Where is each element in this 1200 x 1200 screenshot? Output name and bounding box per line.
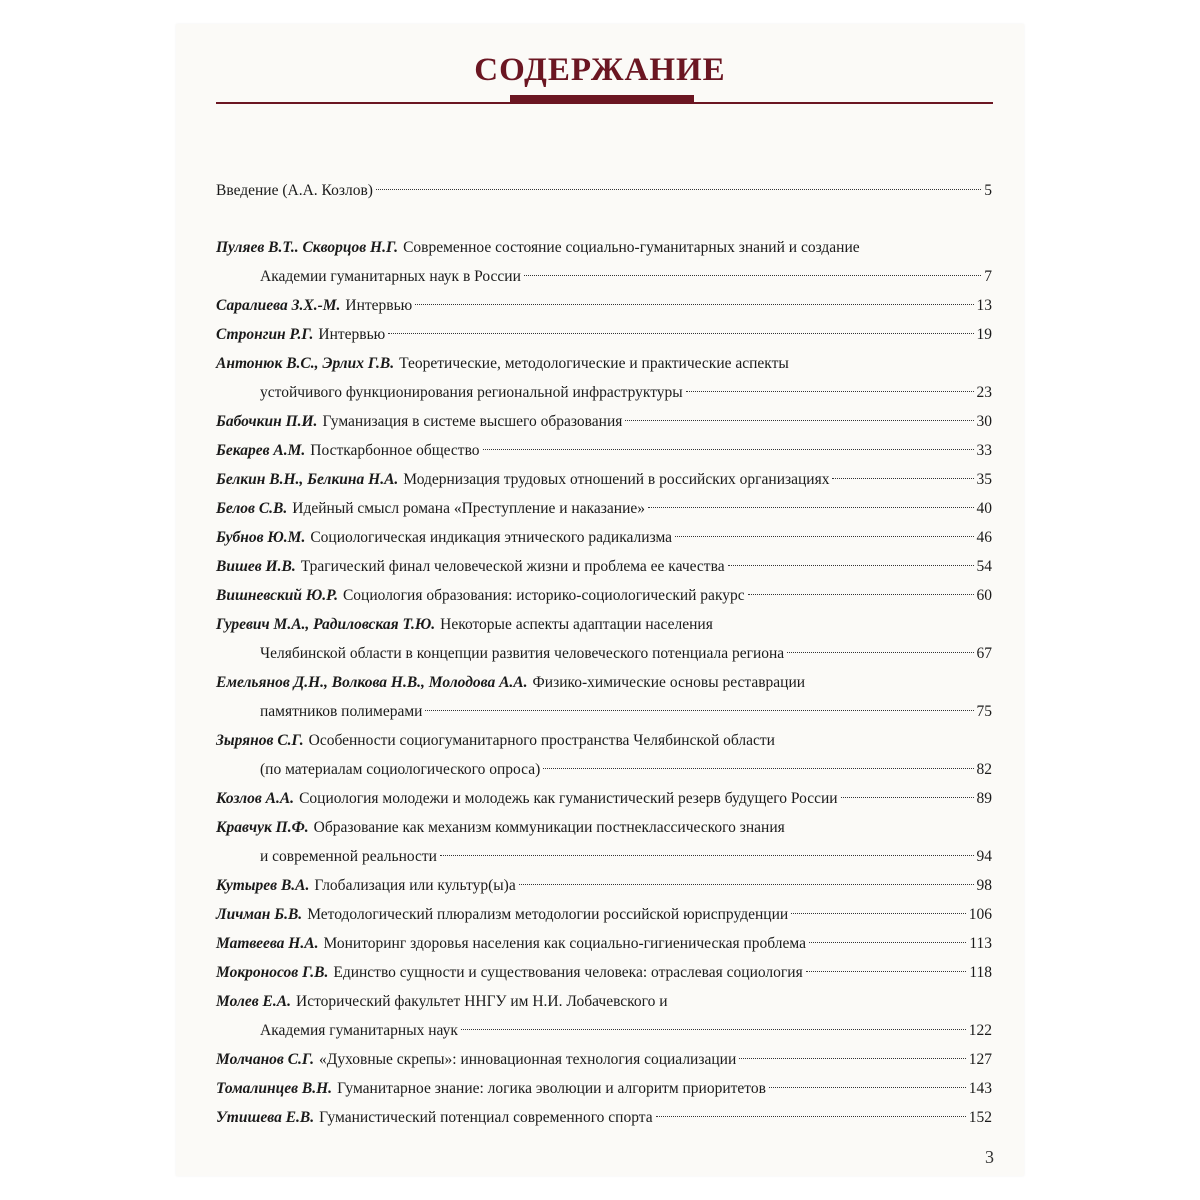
toc-entry-author: Молчанов С.Г. — [216, 1051, 315, 1068]
toc-entry-line[interactable] — [216, 349, 992, 378]
toc-entry-line[interactable] — [216, 668, 992, 697]
toc-entry-page: 33 — [976, 442, 992, 459]
leader-dots — [483, 449, 974, 450]
document-page — [176, 24, 1024, 1176]
toc-entry-line[interactable] — [216, 610, 992, 639]
leader-dots — [739, 1058, 966, 1059]
toc-entry-title: устойчивого функционирования региональной инфраструктуры — [260, 384, 683, 401]
toc-entry-author: Козлов А.А. — [216, 790, 295, 807]
toc-entry-author: Пуляев В.Т.. Скворцов Н.Г. — [216, 239, 399, 256]
toc-entry-line[interactable] — [216, 726, 992, 755]
leader-dots — [625, 420, 973, 421]
toc-entry-title: Интервью — [345, 297, 413, 314]
toc-entry-page: 82 — [976, 761, 992, 778]
toc-entry-line[interactable] — [216, 233, 992, 262]
toc-entry-title: Единство сущности и существования человека: отраслевая социология — [333, 964, 803, 981]
toc-entry-author: Вишневский Ю.Р. — [216, 587, 338, 604]
toc-entry-title: Трагический финал человеческой жизни и проблема ее качества — [300, 558, 725, 575]
toc-entry-title: Современное состояние социально-гуманитарных знаний и создание — [403, 239, 860, 256]
toc-entry-line[interactable] — [216, 639, 992, 668]
toc-entry-title: Идейный смысл романа «Преступление и наказание» — [292, 500, 645, 517]
toc-entry-line[interactable] — [216, 320, 992, 349]
toc-intro[interactable] — [216, 176, 992, 205]
toc-entry-title: памятников полимерами — [260, 703, 423, 720]
leader-dots — [648, 507, 974, 508]
toc-entry-page: 67 — [976, 645, 992, 662]
toc-entry-title: Гуманистический потенциал современного спорта — [319, 1109, 653, 1126]
toc-entry-line[interactable] — [216, 929, 992, 958]
toc-entry-author: Томалинцев В.Н. — [216, 1080, 333, 1097]
toc-entry-line[interactable] — [216, 523, 992, 552]
toc-entry-page: 7 — [984, 268, 992, 285]
toc-entry-page: 30 — [976, 413, 992, 430]
toc-entry-author: Белов С.В. — [216, 500, 288, 517]
toc-entry-page: 75 — [976, 703, 992, 720]
toc-entry-line[interactable] — [216, 1103, 992, 1132]
toc-entry-page: 54 — [976, 558, 992, 575]
toc-entry-title: Мониторинг здоровья населения как социально-гигиеническая проблема — [323, 935, 806, 952]
leader-dots — [675, 536, 973, 537]
toc-entry-author: Кутырев В.А. — [216, 877, 310, 894]
toc-entry-line[interactable] — [216, 697, 992, 726]
toc-entry-title: Посткарбонное общество — [310, 442, 480, 459]
toc-entry-line[interactable] — [216, 494, 992, 523]
toc-entry-page: 122 — [968, 1022, 992, 1039]
toc-entry-line[interactable] — [216, 813, 992, 842]
leader-dots — [841, 797, 974, 798]
toc-entry-title: Модернизация трудовых отношений в российских организациях — [403, 471, 830, 488]
toc-entry-title: Челябинской области в концепции развития человеческого потенциала региона — [260, 645, 785, 662]
toc-entry-page: 152 — [968, 1109, 992, 1126]
toc-entry-author: Бекарев А.М. — [216, 442, 306, 459]
leader-dots — [461, 1029, 966, 1030]
toc-entry-page: 19 — [976, 326, 992, 343]
toc-entry-line[interactable] — [216, 407, 992, 436]
leader-dots — [748, 594, 974, 595]
toc-entry-line[interactable] — [216, 1074, 992, 1103]
title-underline-accent — [510, 95, 694, 104]
toc-entry-title: Социология молодежи и молодежь как гуманистический резерв будущего России — [299, 790, 838, 807]
toc-entry-page: 23 — [976, 384, 992, 401]
toc-entry-title: Гуманизация в системе высшего образования — [322, 413, 623, 430]
toc-entry-page: 98 — [976, 877, 992, 894]
toc-entry-page: 35 — [976, 471, 992, 488]
toc-entry-line[interactable] — [216, 1045, 992, 1074]
toc-entry-title: Гуманитарное знание: логика эволюции и алгоритм приоритетов — [337, 1080, 766, 1097]
toc-entry-author: Белкин В.Н., Белкина Н.А. — [216, 471, 399, 488]
table-of-contents — [216, 176, 992, 1132]
toc-entry-line[interactable] — [216, 581, 992, 610]
toc-entry-line[interactable] — [216, 262, 992, 291]
leader-dots — [376, 189, 981, 190]
toc-entry-title: (по материалам социологического опроса) — [260, 761, 541, 778]
toc-entry-author: Емельянов Д.Н., Волкова Н.В., Молодова А.А. — [216, 674, 528, 691]
leader-dots — [787, 652, 973, 653]
toc-entry-line[interactable] — [216, 552, 992, 581]
toc-entry-title: «Духовные скрепы»: инновационная технология социализации — [319, 1051, 737, 1068]
toc-intro-title: Введение (А.А. Козлов) — [216, 182, 373, 199]
toc-entry-author: Саралиева З.Х.-М. — [216, 297, 341, 314]
toc-entry-title: Академии гуманитарных наук в России — [260, 268, 521, 285]
toc-entry-title: Социологическая индикация этнического радикализма — [310, 529, 673, 546]
leader-dots — [388, 333, 973, 334]
toc-entry-author: Личман Б.В. — [216, 906, 303, 923]
toc-entries — [216, 233, 992, 1132]
leader-dots — [769, 1087, 966, 1088]
toc-entry-title: Глобализация или культур(ы)а — [314, 877, 516, 894]
toc-entry-author: Мокроносов Г.В. — [216, 964, 329, 981]
toc-entry-author: Бубнов Ю.М. — [216, 529, 306, 546]
toc-entry-page: 13 — [976, 297, 992, 314]
toc-entry-page: 118 — [969, 964, 992, 981]
toc-entry-page: 60 — [976, 587, 992, 604]
toc-entry-page: 106 — [968, 906, 992, 923]
toc-entry-line[interactable] — [216, 755, 992, 784]
toc-entry-line[interactable] — [216, 842, 992, 871]
toc-entry-page: 143 — [968, 1080, 992, 1097]
toc-entry-author: Антонюк В.С., Эрлих Г.В. — [216, 355, 395, 372]
leader-dots — [425, 710, 973, 711]
leader-dots — [415, 304, 973, 305]
toc-entry-author: Бабочкин П.И. — [216, 413, 318, 430]
toc-entry-title: Физико-химические основы реставрации — [532, 674, 806, 691]
toc-entry-author: Матвеева Н.А. — [216, 935, 319, 952]
toc-entry-line[interactable] — [216, 871, 992, 900]
toc-entry-title: Некоторые аспекты адаптации населения — [440, 616, 713, 633]
leader-dots — [728, 565, 974, 566]
toc-entry-line[interactable] — [216, 900, 992, 929]
toc-entry-author: Гуревич М.А., Радиловская Т.Ю. — [216, 616, 436, 633]
toc-entry-line[interactable] — [216, 436, 992, 465]
toc-entry-page: 46 — [976, 529, 992, 546]
toc-entry-title: Социология образования: историко-социологический ракурс — [342, 587, 745, 604]
toc-entry-title: Особенности социогуманитарного пространства Челябинской области — [308, 732, 775, 749]
toc-entry-line[interactable] — [216, 1016, 992, 1045]
toc-intro-page: 5 — [984, 182, 992, 199]
toc-entry-line[interactable] — [216, 465, 992, 494]
toc-entry-line[interactable] — [216, 291, 992, 320]
toc-entry-line[interactable] — [216, 784, 992, 813]
leader-dots — [543, 768, 973, 769]
leader-dots — [686, 391, 974, 392]
toc-entry-author: Кравчук П.Ф. — [216, 819, 309, 836]
toc-entry-page: 94 — [976, 848, 992, 865]
toc-entry-page: 113 — [969, 935, 992, 952]
leader-dots — [440, 855, 974, 856]
toc-entry-title: Теоретические, методологические и практические аспекты — [399, 355, 789, 372]
toc-entry-page: 40 — [976, 500, 992, 517]
leader-dots — [806, 971, 967, 972]
toc-entry-page: 127 — [968, 1051, 992, 1068]
toc-entry-line[interactable] — [216, 958, 992, 987]
toc-entry-line[interactable] — [216, 378, 992, 407]
toc-entry-line[interactable] — [216, 987, 992, 1016]
leader-dots — [656, 1116, 966, 1117]
toc-entry-page: 89 — [976, 790, 992, 807]
leader-dots — [832, 478, 973, 479]
toc-entry-author: Стронгин Р.Г. — [216, 326, 314, 343]
toc-entry-author: Вишев И.В. — [216, 558, 296, 575]
toc-entry-title: и современной реальности — [260, 848, 437, 865]
toc-entry-author: Молев Е.А. — [216, 993, 291, 1010]
toc-entry-author: Зырянов С.Г. — [216, 732, 304, 749]
toc-entry-title: Интервью — [318, 326, 386, 343]
toc-entry-title: Исторический факультет ННГУ им Н.И. Лобачевского и — [296, 993, 668, 1010]
leader-dots — [519, 884, 974, 885]
spacer — [216, 205, 992, 233]
page-title: СОДЕРЖАНИЕ — [474, 52, 726, 88]
page-number: 3 — [985, 1147, 994, 1167]
toc-entry-author: Утишева Е.В. — [216, 1109, 315, 1126]
leader-dots — [524, 275, 981, 276]
toc-entry-title: Методологический плюрализм методологии российской юриспруденции — [307, 906, 789, 923]
leader-dots — [791, 913, 966, 914]
leader-dots — [809, 942, 966, 943]
toc-entry-title: Образование как механизм коммуникации постнеклассического знания — [313, 819, 785, 836]
toc-entry-title: Академия гуманитарных наук — [260, 1022, 458, 1039]
